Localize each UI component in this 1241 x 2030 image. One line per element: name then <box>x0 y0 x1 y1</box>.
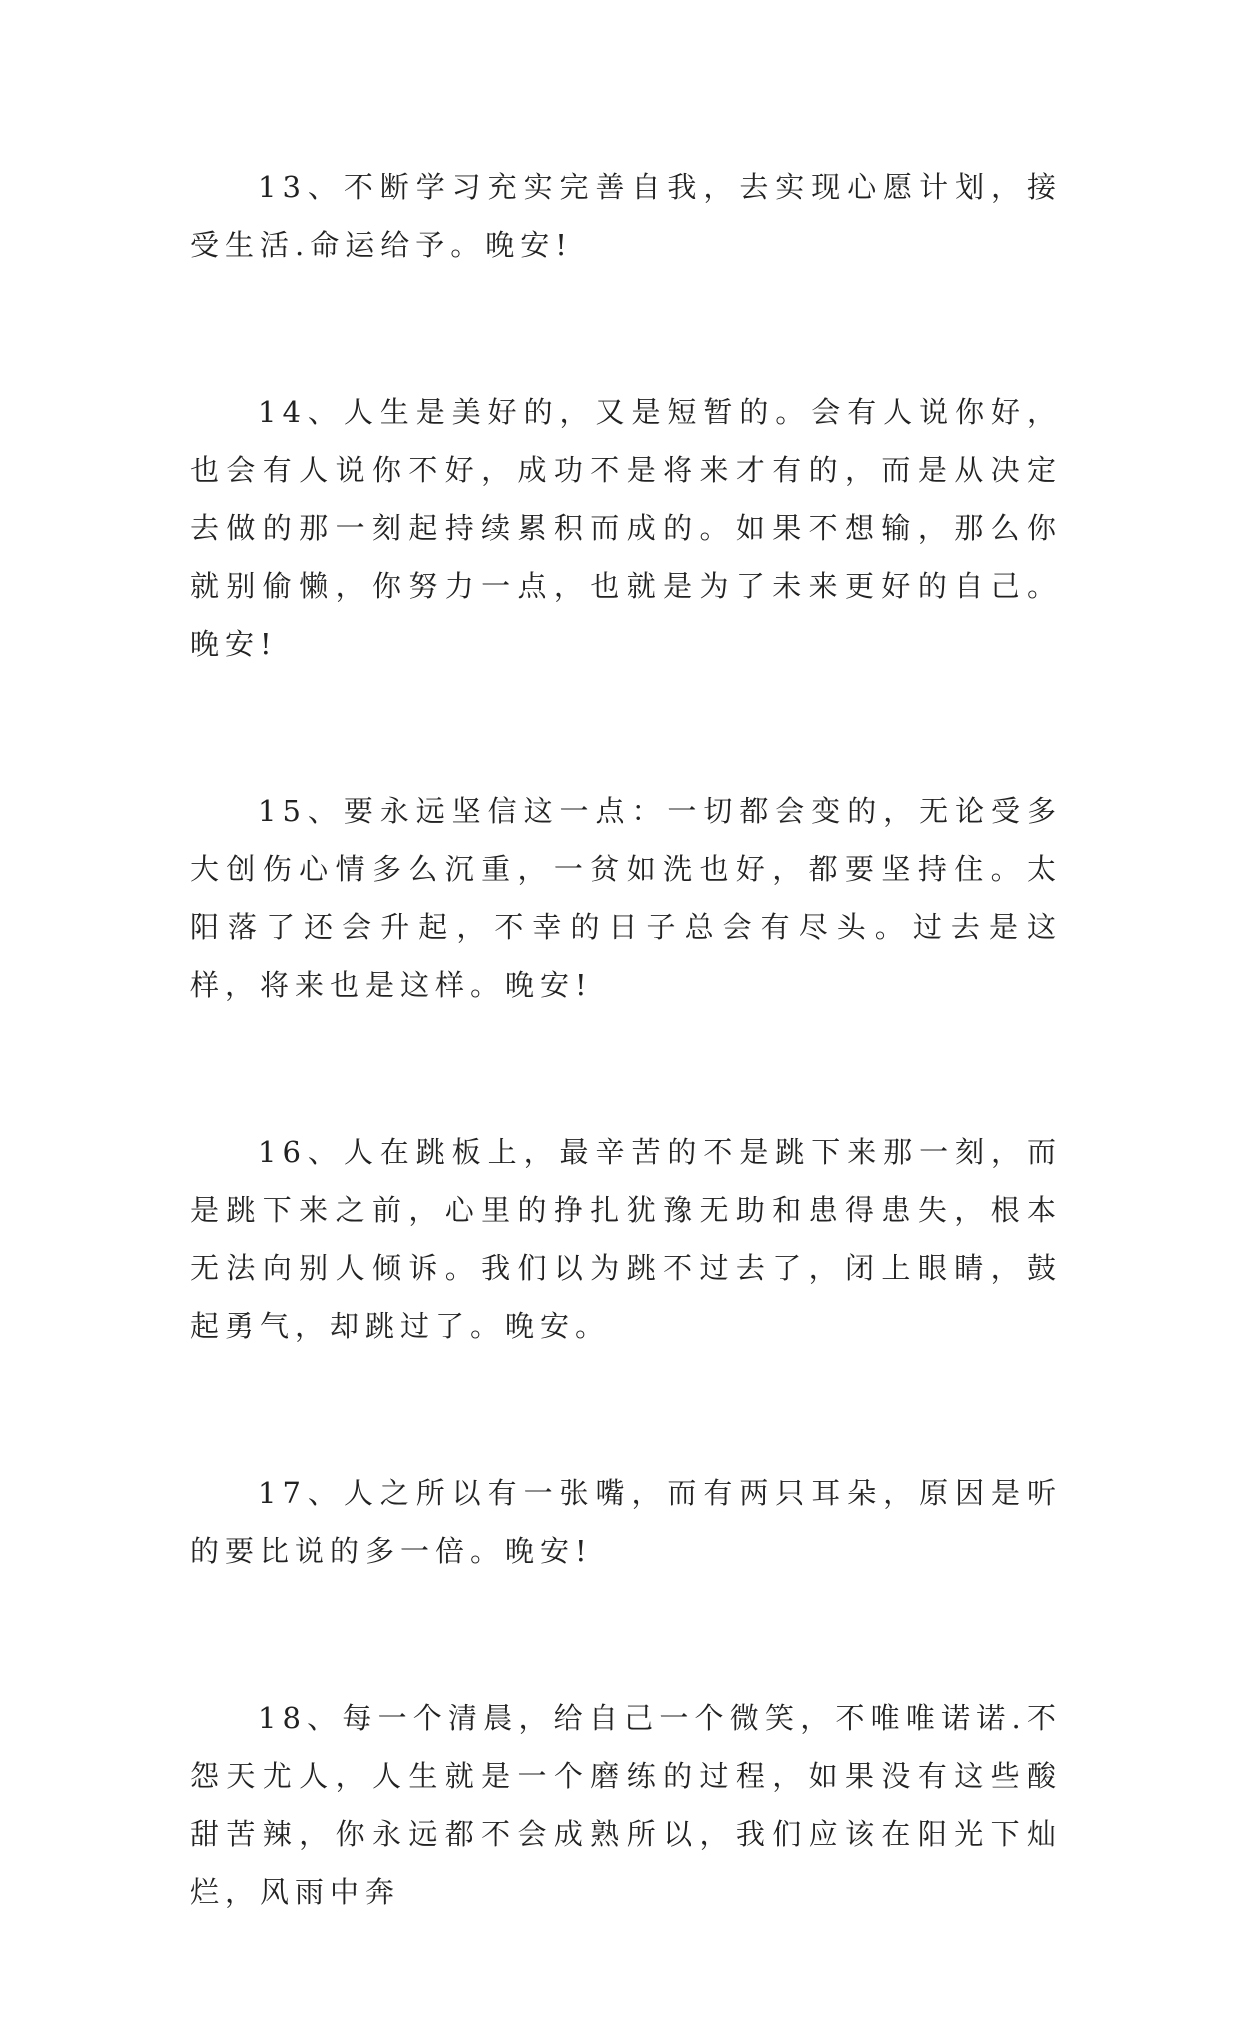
paragraph-15: 15、要永远坚信这一点：一切都会变的，无论受多大创伤心情多么沉重，一贫如洗也好，都要坚持住。太阳落了还会升起，不幸的日子总会有尽头。过去是这样，将来也是这样。晚安! <box>190 794 1062 1002</box>
paragraph-16: 16、人在跳板上，最辛苦的不是跳下来那一刻，而是跳下来之前，心里的挣扎犹豫无助和患得患失，根本无法向别人倾诉。我们以为跳不过去了，闭上眼睛，鼓起勇气，却跳过了。晚安。 <box>190 1135 1062 1343</box>
paragraph-18: 18、每一个清晨，给自己一个微笑，不唯唯诺诺.不怨天尤人，人生就是一个磨练的过程，如果没有这些酸甜苦辣，你永远都不会成熟所以，我们应该在阳光下灿烂，风雨中奔 <box>190 1701 1062 1909</box>
document-body <box>190 158 1062 2030</box>
paragraph-17: 17、人之所以有一张嘴，而有两只耳朵，原因是听的要比说的多一倍。晚安! <box>190 1476 1062 1568</box>
paragraph-14: 14、人生是美好的，又是短暂的。会有人说你好，也会有人说你不好，成功不是将来才有的，而是从决定去做的那一刻起持续累积而成的。如果不想输，那么你就别偷懒，你努力一点，也就是为了未来更好的自己。晚安! <box>190 395 1062 661</box>
paragraph-13: 13、不断学习充实完善自我，去实现心愿计划，接受生活.命运给予。晚安! <box>190 170 1062 262</box>
